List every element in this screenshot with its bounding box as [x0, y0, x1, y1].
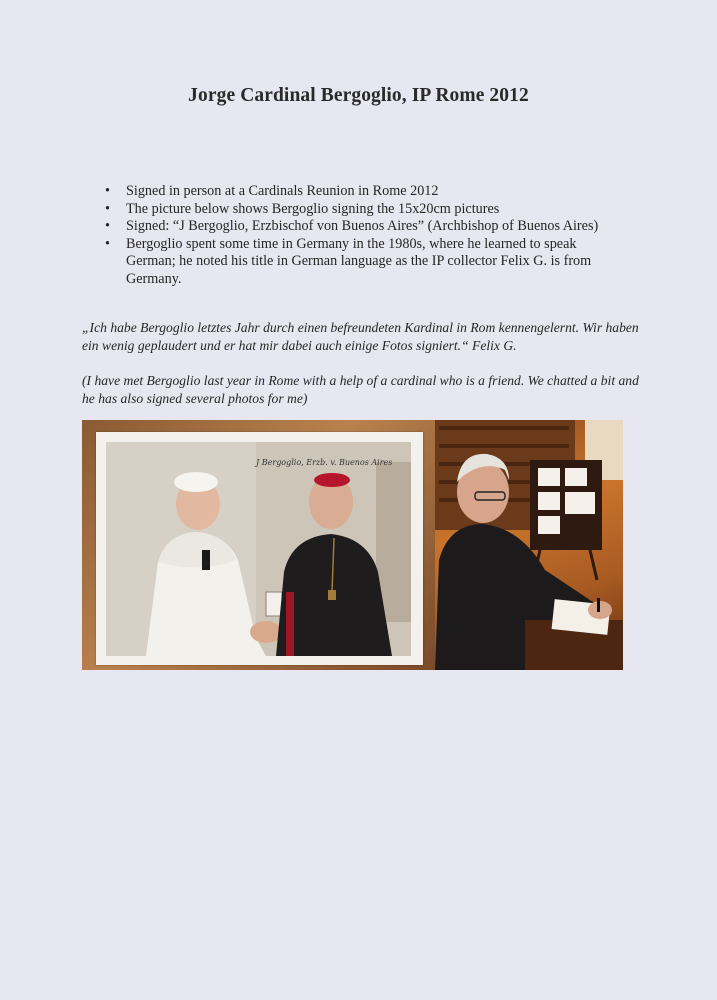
signed-photo-image [106, 442, 411, 656]
photo-strip [82, 420, 623, 670]
bullet-item [104, 218, 624, 236]
page-title: Jorge Cardinal Bergoglio, IP Rome 2012 [188, 85, 529, 106]
signed-photo-print [82, 420, 435, 670]
signing-photo-image [435, 420, 623, 670]
bullet-item [104, 201, 624, 219]
bullet-icon: • [105, 183, 110, 199]
bullet-text: Bergoglio spent some time in Germany in the 1980s, where he learned to speak German; he noted his title in German language as the IP collector Felix G. is from Germany. [126, 235, 592, 287]
bullet-text: The picture below shows Bergoglio signing the 15x20cm pictures [126, 200, 500, 217]
bullet-item [104, 183, 624, 201]
english-translation: (I have met Bergoglio last year in Rome with a help of a cardinal who is a friend. We chatted a bit and he has also signed several photos for me) [82, 373, 639, 406]
bullet-text: Signed: “J Bergoglio, Erzbischof von Buenos Aires” (Archbishop of Buenos Aires) [126, 218, 599, 235]
signature-inscription: J Bergoglio, Erzb. v. Buenos Aires [256, 458, 393, 467]
german-quote: „Ich habe Bergoglio letztes Jahr durch einen befreundeten Kardinal in Rom kennengelernt. Wir haben ein wenig geplaudert und er hat mir dabei auch einige Fotos signiert.“ Felix G. [82, 320, 639, 353]
bullet-text: Signed in person at a Cardinals Reunion in Rome 2012 [126, 183, 439, 199]
bullet-item [104, 236, 624, 289]
bullet-icon: • [105, 235, 110, 252]
photo-border [96, 432, 423, 665]
bullet-icon: • [105, 218, 110, 235]
signing-illustration [435, 420, 623, 670]
photo-illustration [106, 442, 411, 656]
bullet-list [104, 183, 624, 289]
bullet-icon: • [105, 200, 110, 217]
